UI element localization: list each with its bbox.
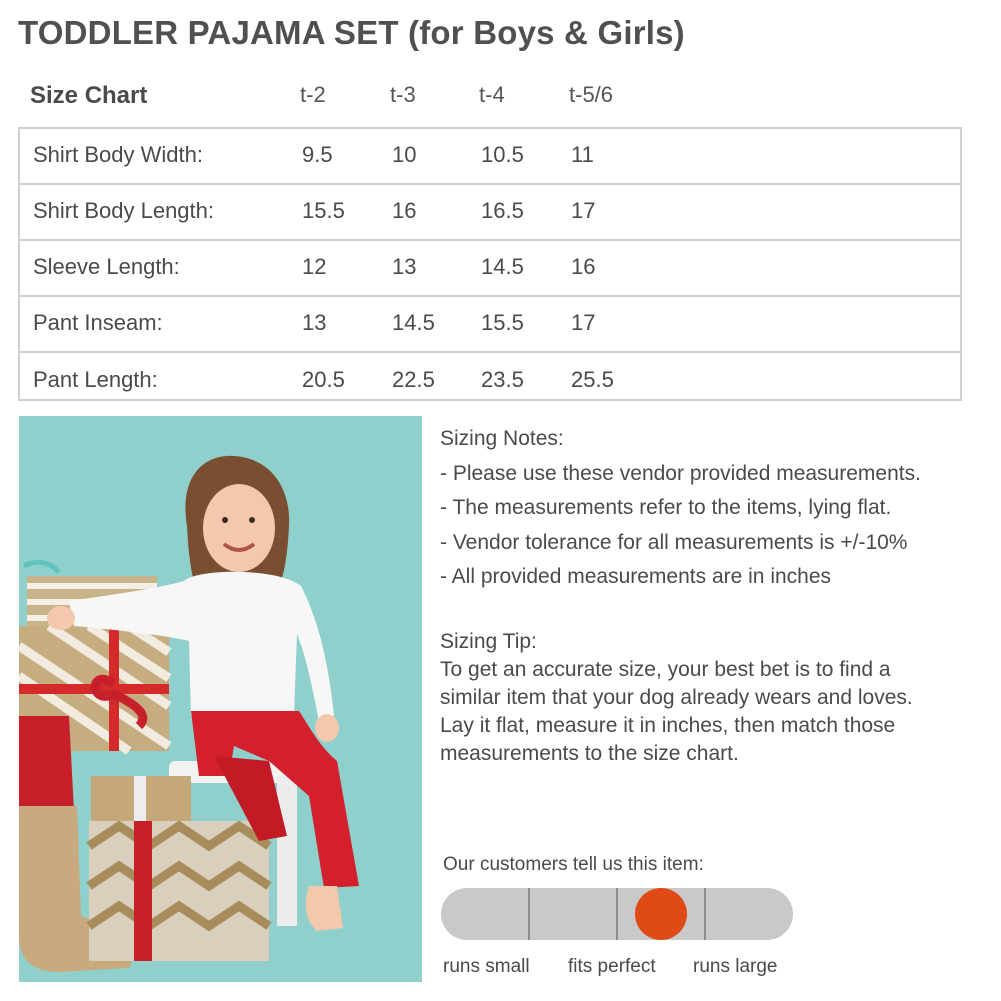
table-cell: 22.5 (392, 367, 435, 392)
size-chart-header (18, 82, 960, 116)
size-header: t-3 (390, 82, 416, 107)
fit-scale-divider (704, 888, 706, 940)
fit-scale-divider (528, 888, 530, 940)
sizing-tip-line: similar item that your dog already wears and loves. (440, 686, 913, 709)
sizing-note-item: - Vendor tolerance for all measurements is +/-10% (440, 530, 908, 554)
table-cell: 16 (571, 254, 596, 279)
table-row (20, 241, 960, 297)
row-label: Shirt Body Length: (33, 198, 215, 223)
sizing-note-item: - Please use these vendor provided measurements. (440, 461, 921, 485)
table-row (20, 185, 960, 241)
sizing-notes-heading: Sizing Notes: (440, 427, 564, 450)
table-cell: 16.5 (481, 198, 524, 223)
table-row (20, 297, 960, 353)
row-label: Sleeve Length: (33, 254, 180, 279)
fit-indicator (635, 888, 687, 940)
product-photo (19, 416, 422, 982)
table-cell: 12 (302, 254, 327, 279)
table-cell: 20.5 (302, 367, 345, 392)
table-cell: 17 (571, 198, 596, 223)
sizing-note-item: - The measurements refer to the items, lying flat. (440, 496, 892, 519)
fit-label-large: runs large (693, 956, 778, 977)
sizing-tip (440, 628, 985, 768)
fit-scale-caption: Our customers tell us this item: (443, 854, 704, 875)
table-row (20, 353, 960, 399)
table-cell: 11 (571, 142, 594, 167)
table-cell: 15.5 (302, 198, 345, 223)
sizing-tip-line: Lay it flat, measure it in inches, then match those (440, 714, 896, 737)
row-label: Pant Length: (33, 367, 158, 392)
table-cell: 15.5 (481, 310, 524, 335)
table-cell: 17 (571, 310, 596, 335)
table-cell: 10 (392, 142, 417, 167)
table-row (20, 129, 960, 185)
table-cell: 14.5 (481, 254, 524, 279)
fit-label-small: runs small (443, 956, 530, 977)
table-cell: 25.5 (571, 367, 614, 392)
row-label: Pant Inseam: (33, 310, 163, 335)
fit-label-perfect: fits perfect (568, 956, 656, 977)
sizing-notes (440, 422, 985, 595)
sizing-tip-line: measurements to the size chart. (440, 742, 739, 765)
table-cell: 13 (302, 310, 327, 335)
table-cell: 9.5 (302, 142, 333, 167)
table-cell: 14.5 (392, 310, 435, 335)
size-chart-label: Size Chart (30, 82, 148, 109)
table-cell: 10.5 (481, 142, 524, 167)
row-label: Shirt Body Width: (33, 142, 203, 167)
size-header: t-5/6 (569, 82, 614, 107)
size-header: t-2 (300, 82, 326, 107)
size-chart-table (18, 127, 962, 401)
sizing-tip-heading: Sizing Tip: (440, 630, 537, 653)
page-title: TODDLER PAJAMA SET (for Boys & Girls) (18, 14, 685, 51)
fit-scale-divider (616, 888, 618, 940)
table-cell: 16 (392, 198, 417, 223)
table-cell: 23.5 (481, 367, 524, 392)
sizing-note-item: - All provided measurements are in inches (440, 565, 832, 588)
fit-scale-bar (441, 888, 793, 940)
sizing-tip-line: To get an accurate size, your best bet is to find a (440, 658, 891, 681)
table-cell: 13 (392, 254, 417, 279)
size-header: t-4 (479, 82, 505, 107)
